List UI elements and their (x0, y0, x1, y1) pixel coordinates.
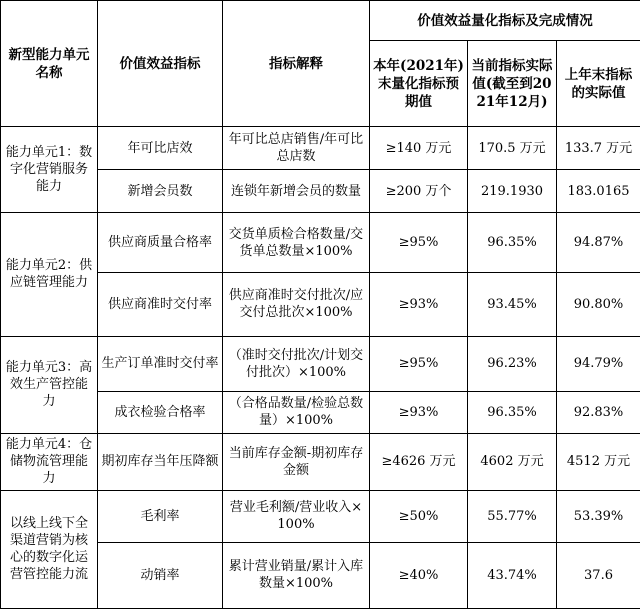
table-row (1, 127, 640, 170)
explanation-cell: 营业毛利额/营业收入×100% (223, 490, 370, 542)
header-unit-name: 新型能力单元名称 (1, 1, 98, 127)
unit-name-cell: 能力单元2：供应链管理能力 (1, 213, 98, 336)
header-explanation: 指标解释 (223, 1, 370, 127)
table-row (1, 213, 640, 273)
last-year-cell: 92.83% (557, 391, 640, 433)
current-cell: 96.35% (468, 213, 557, 273)
explanation-cell: 年可比总店销售/年可比总店数 (223, 127, 370, 170)
last-year-cell: 133.7 万元 (557, 127, 640, 170)
last-year-cell: 4512 万元 (557, 433, 640, 490)
target-cell: ≥4626 万元 (370, 433, 468, 490)
header-last-year: 上年末指标的实际值 (557, 41, 640, 127)
target-cell: ≥95% (370, 213, 468, 273)
last-year-cell: 37.6 (557, 542, 640, 608)
unit-name-cell: 能力单元3：高效生产管控能力 (1, 336, 98, 433)
last-year-cell: 90.80% (557, 273, 640, 336)
unit-name-cell: 以线上线下全渠道营销为核心的数字化运营管控能力流 (1, 490, 98, 608)
target-cell: ≥93% (370, 273, 468, 336)
header-target: 本年(2021年)末量化指标预期值 (370, 41, 468, 127)
unit-name-cell: 能力单元1：数字化营销服务能力 (1, 127, 98, 213)
explanation-cell: 连锁年新增会员的数量 (223, 170, 370, 213)
target-cell: ≥93% (370, 391, 468, 433)
indicator-cell: 成衣检验合格率 (98, 391, 223, 433)
indicator-cell: 动销率 (98, 542, 223, 608)
explanation-cell: 累计营业销量/累计入库数量×100% (223, 542, 370, 608)
target-cell: ≥95% (370, 336, 468, 391)
current-cell: 96.35% (468, 391, 557, 433)
indicator-cell: 供应商质量合格率 (98, 213, 223, 273)
indicator-cell: 年可比店效 (98, 127, 223, 170)
last-year-cell: 94.87% (557, 213, 640, 273)
current-cell: 93.45% (468, 273, 557, 336)
last-year-cell: 94.79% (557, 336, 640, 391)
explanation-cell: 当前库存金额-期初库存金额 (223, 433, 370, 490)
target-cell: ≥140 万元 (370, 127, 468, 170)
table-row (1, 433, 640, 490)
indicator-cell: 供应商准时交付率 (98, 273, 223, 336)
indicator-cell: 毛利率 (98, 490, 223, 542)
explanation-cell: 供应商准时交付批次/应交付总批次×100% (223, 273, 370, 336)
unit-name-cell: 能力单元4：仓储物流管理能力 (1, 433, 98, 490)
last-year-cell: 53.39% (557, 490, 640, 542)
target-cell: ≥200 万个 (370, 170, 468, 213)
current-cell: 219.1930 (468, 170, 557, 213)
header-indicator: 价值效益指标 (98, 1, 223, 127)
explanation-cell: （准时交付批次/计划交付批次）×100% (223, 336, 370, 391)
target-cell: ≥50% (370, 490, 468, 542)
current-cell: 4602 万元 (468, 433, 557, 490)
explanation-cell: 交货单质检合格数量/交货单总数量×100% (223, 213, 370, 273)
table-row (1, 336, 640, 391)
table-row (1, 490, 640, 542)
header-group: 价值效益量化指标及完成情况 (370, 1, 640, 41)
current-cell: 170.5 万元 (468, 127, 557, 170)
current-cell: 55.77% (468, 490, 557, 542)
indicator-cell: 新增会员数 (98, 170, 223, 213)
explanation-cell: （合格品数量/检验总数量）×100% (223, 391, 370, 433)
current-cell: 43.74% (468, 542, 557, 608)
current-cell: 96.23% (468, 336, 557, 391)
indicator-cell: 生产订单准时交付率 (98, 336, 223, 391)
target-cell: ≥40% (370, 542, 468, 608)
last-year-cell: 183.0165 (557, 170, 640, 213)
indicator-cell: 期初库存当年压降额 (98, 433, 223, 490)
header-current: 当前指标实际值(截至到2021年12月) (468, 41, 557, 127)
